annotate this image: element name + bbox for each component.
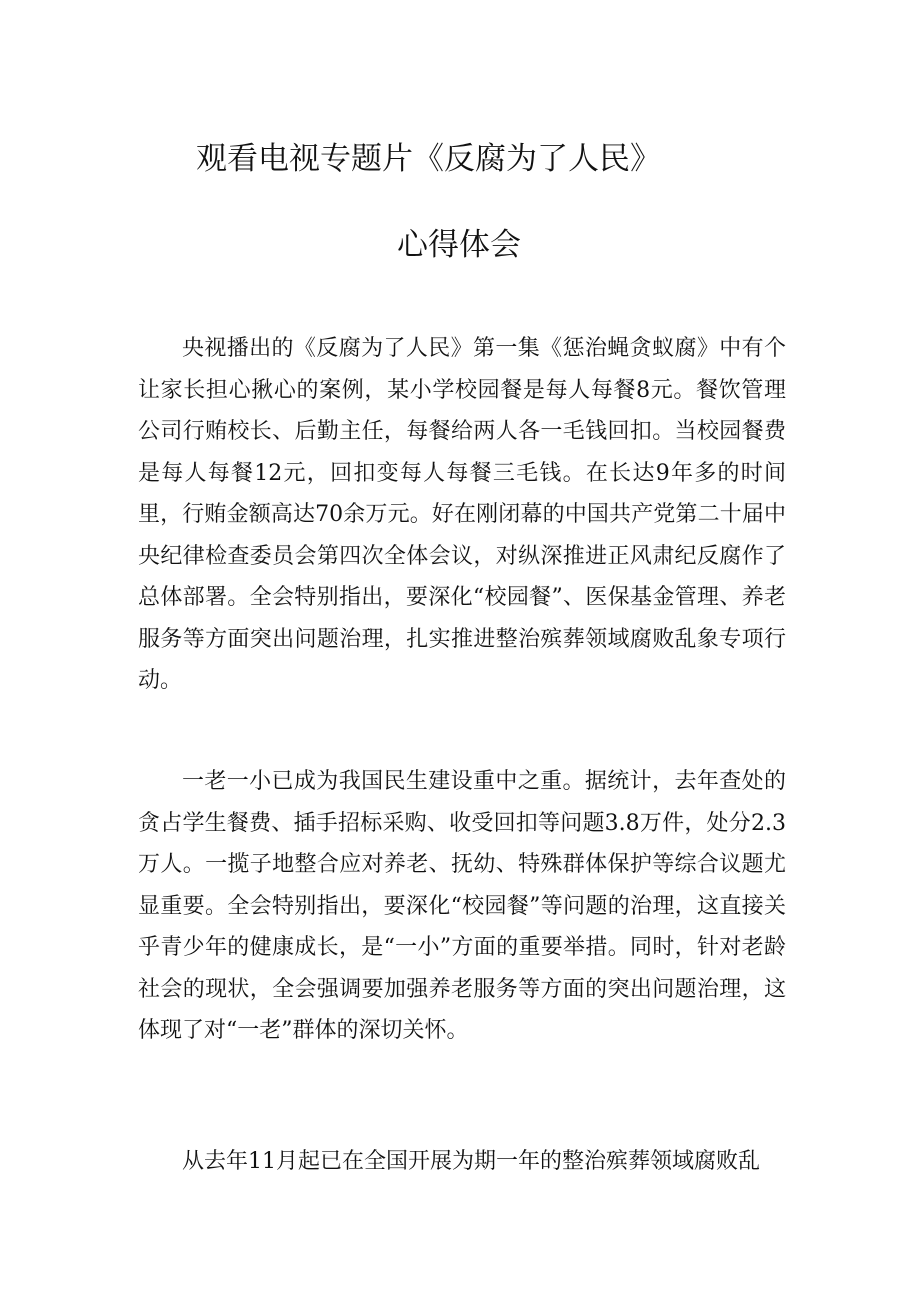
body-paragraph-1: 央视播出的《反腐为了人民》第一集《惩治蝇贪蚁腐》中有个让家长担心揪心的案例，某小学校园餐是每人每餐8元。餐饮管理公司行贿校长、后勤主任，每餐给两人各一毛钱回扣。当校园餐费是每人每餐12元，回扣变每人每餐三毛钱。在长达9年多的时间里，行贿金额高达70余万元。好在刚闭幕的中国共产党第二十届中央纪律检查委员会第四次全体会议，对纵深推进正风肃纪反腐作了总体部署。全会特别指出，要深化“校园餐”、医保基金管理、养老服务等方面突出问题治理，扎实推进整治殡葬领域腐败乱象专项行动。 bbox=[138, 336, 786, 693]
body-paragraph-3: 从去年11月起已在全国开展为期一年的整治殡葬领域腐败乱 bbox=[182, 1149, 760, 1174]
document-title-line-1: 观看电视专题片《反腐为了人民》 bbox=[196, 141, 661, 177]
document-title-line-2: 心得体会 bbox=[397, 227, 521, 263]
body-paragraph-2: 一老一小已成为我国民生建设重中之重。据统计，去年查处的贪占学生餐费、插手招标采购、收受回扣等问题3.8万件，处分2.3万人。一揽子地整合应对养老、抚幼、特殊群体保护等综合议题尤显重要。全会特别指出，要深化“校园餐”等问题的治理，这直接关乎青少年的健康成长，是“一小”方面的重要举措。同时，针对老龄社会的现状，全会强调要加强养老服务等方面的突出问题治理，这体现了对“一老”群体的深切关怀。 bbox=[138, 769, 786, 1043]
